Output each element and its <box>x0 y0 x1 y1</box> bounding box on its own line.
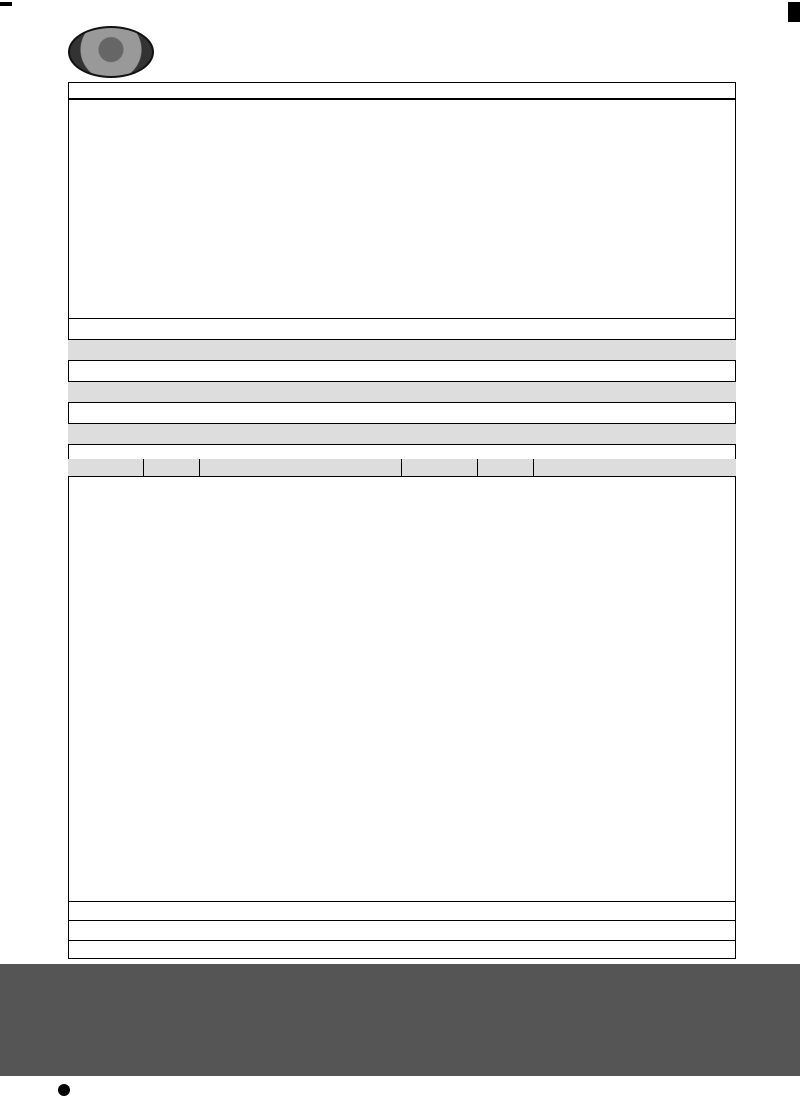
site-logo-icon <box>58 1084 70 1096</box>
price-table-right <box>402 459 736 477</box>
western-prices-row-1 <box>68 901 736 921</box>
company-logo <box>68 26 154 78</box>
promo-line <box>68 403 736 424</box>
header-note <box>200 459 401 476</box>
header-price <box>144 459 200 476</box>
footer-msn-line-2 <box>58 1040 800 1062</box>
header-country <box>68 459 144 476</box>
table-header <box>402 459 736 477</box>
ad-label-left <box>0 2 12 6</box>
promo-line <box>68 382 736 403</box>
content-frame <box>68 82 736 959</box>
branch-address <box>58 1018 800 1040</box>
footer-msn-line-1 <box>58 996 800 1018</box>
promo-last-line <box>68 424 736 445</box>
promo-section <box>68 297 736 445</box>
table-header <box>68 459 401 477</box>
price-table-left <box>68 459 402 477</box>
hq-address <box>58 974 800 996</box>
header-price <box>478 459 534 476</box>
contact-line <box>68 82 736 100</box>
asia-price-list <box>68 82 736 100</box>
header-country <box>402 459 478 476</box>
promo-line <box>68 319 736 340</box>
promo-header <box>68 297 736 319</box>
promo-line <box>68 340 736 361</box>
ad-label-right <box>788 2 800 22</box>
page-footer <box>0 1080 800 1100</box>
price-table <box>68 459 736 477</box>
western-contacts <box>68 941 736 961</box>
header-note <box>534 459 736 476</box>
promo-line <box>68 361 736 382</box>
footer <box>0 964 800 1076</box>
western-prices-row-2 <box>68 921 736 941</box>
